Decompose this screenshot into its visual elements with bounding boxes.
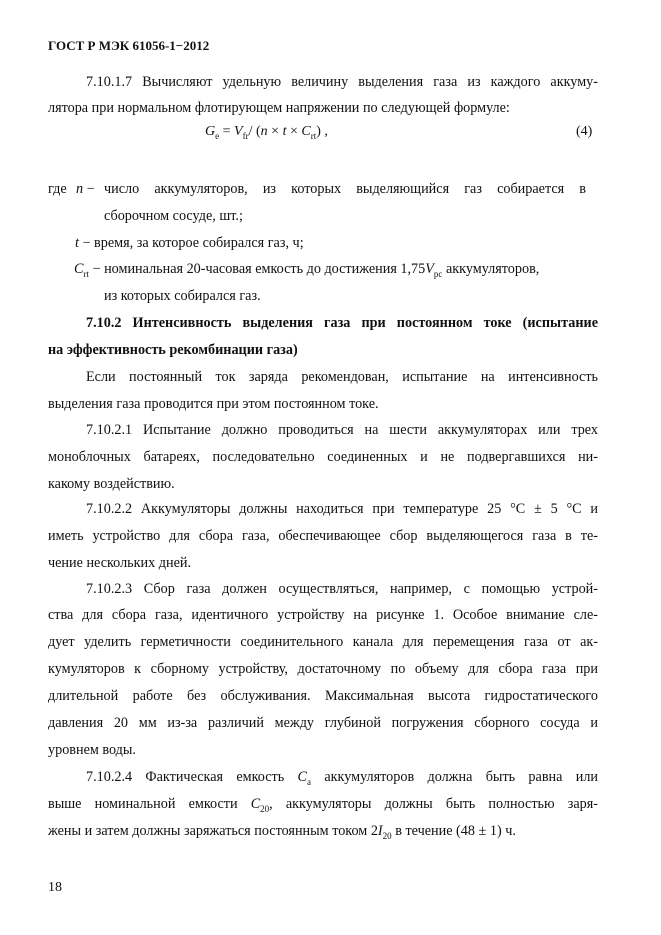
formula: $G_e = V_{fr}/$ $(n \times t \times C_{rt})$ ,	[205, 124, 328, 141]
section-heading: 7.10.2 Интенсивность выделения газа при постоянном токе (испытание	[86, 315, 598, 331]
paragraph-line: кумуляторов к сборному устройству, достаточному по объему для сбора газа при	[48, 661, 598, 677]
paragraph-line: чение нескольких дней.	[48, 555, 192, 571]
paragraph-line: длительной работе без обслуживания. Максимальная высота гидростатического	[48, 688, 598, 704]
where-label: где	[48, 181, 67, 197]
paragraph-line: лятора при нормальном флотирующем напряжении по следующей формуле:	[48, 100, 510, 116]
paragraph-line: 7.10.2.3 Сбор газа должен осуществляться, например, с помощью устрой-	[86, 581, 598, 597]
paragraph-line: иметь устройство для сбора газа, обеспечивающее сбор выделяющегося газа в те-	[48, 528, 598, 544]
paragraph-line: дует уделить герметичности соединительного канала для перемещения газа от ак-	[48, 634, 598, 650]
paragraph-line: выделения газа проводится при этом постоянном токе.	[48, 396, 379, 412]
paragraph-line: 7.10.1.7 Вычисляют удельную величину выделения газа из каждого аккуму-	[86, 74, 598, 90]
paragraph-line: 7.10.2.4 Фактическая емкость $C_a$ аккумуляторов должна быть равна или	[86, 769, 598, 787]
where-n-symbol: n −	[76, 181, 95, 197]
equation-number: (4)	[576, 124, 593, 139]
paragraph-line: давления 20 мм из-за различий между глубиной погружения сборного сосуда и	[48, 715, 598, 731]
paragraph-line: какому воздействию.	[48, 476, 175, 492]
paragraph-line: моноблочных батареях, последовательно соединенных и не подвергавшихся ни-	[48, 449, 598, 465]
where-t-line: t − время, за которое собирался газ, ч;	[75, 235, 304, 251]
where-n-text: число аккумуляторов, из которых выделяющийся газ собирается в	[104, 181, 586, 197]
where-c-line: $C_{rt}$ − номинальная 20-часовая емкость до достижения $1,75V_{pc}$ аккумуляторов,	[74, 261, 540, 279]
paragraph-line: ства для сбора газа, идентичного устройству на рисунке 1. Особое внимание сле-	[48, 607, 598, 623]
paragraph-line: жены и затем должны заряжаться постоянным током $2I_{20}$ в течение (48 ± 1) ч.	[48, 823, 516, 841]
paragraph-line: 7.10.2.2 Аккумуляторы должны находиться при температуре 25 °С ± 5 °С и	[86, 501, 598, 517]
paragraph-line: выше номинальной емкости $C_{20}$, аккумуляторы должны быть полностью заря-	[48, 796, 598, 814]
document-header: ГОСТ Р МЭК 61056-1−2012	[48, 38, 210, 53]
section-heading-cont: на эффективность рекомбинации газа)	[48, 342, 298, 358]
paragraph-line: уровнем воды.	[48, 742, 136, 758]
where-n-text-cont: сборочном сосуде, шт.;	[104, 208, 243, 224]
page-number: 18	[48, 880, 62, 895]
paragraph-line: Если постоянный ток заряда рекомендован, испытание на интенсивность	[86, 369, 598, 385]
paragraph-line: 7.10.2.1 Испытание должно проводиться на шести аккумуляторах или трех	[86, 422, 598, 438]
where-c-text-cont: из которых собирался газ.	[104, 288, 261, 304]
